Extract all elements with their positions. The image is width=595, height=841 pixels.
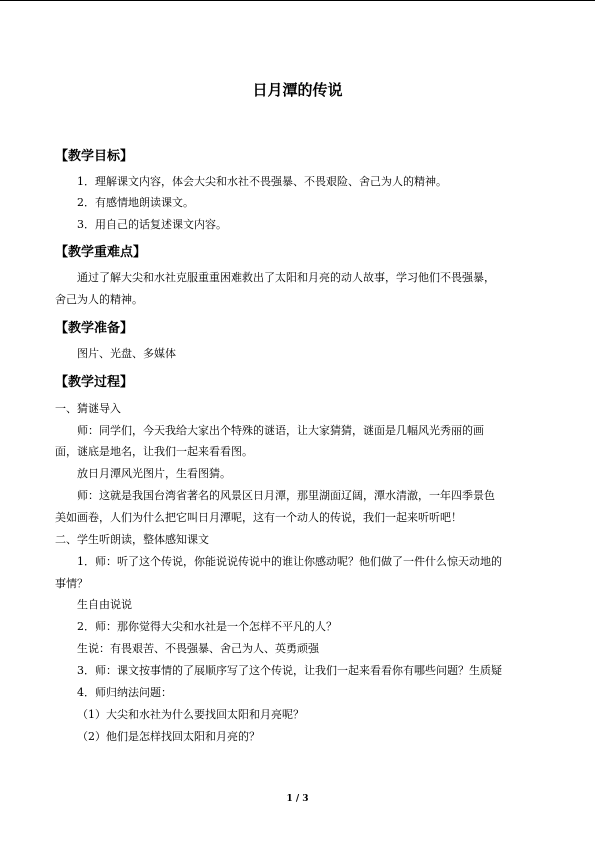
process-line: 1．师：听了这个传说，你能说说传说中的谁让你感动呢？他们做了一件什么惊天动地的 <box>77 555 502 568</box>
section-heading-process: 【教学过程】 <box>55 375 134 390</box>
process-line: 放日月潭风光图片，生看图猜。 <box>77 467 231 480</box>
process-line: 面，谜底是地名，让我们一起来看看图。 <box>55 445 253 458</box>
key-points-line: 舍己为人的精神。 <box>55 293 143 306</box>
key-points-line: 通过了解大尖和水社克服重重困难救出了太阳和月亮的动人故事，学习他们不畏强暴， <box>77 271 495 284</box>
process-line: （1）大尖和水社为什么要找回太阳和月亮呢？ <box>77 708 304 721</box>
section-heading-key-points: 【教学重难点】 <box>55 245 147 260</box>
process-line: 2．师：那你觉得大尖和水社是一个怎样不平凡的人？ <box>77 620 337 633</box>
process-line: 一、猜谜导入 <box>55 402 121 415</box>
process-line: 师：同学们，今天我给大家出个特殊的谜语，让大家猜猜，谜面是几幅风光秀丽的画 <box>77 424 484 437</box>
goal-item: 1．理解课文内容，体会大尖和水社不畏强暴、不畏艰险、舍己为人的精神。 <box>77 175 447 188</box>
top-border-rule <box>0 0 595 1</box>
goal-item: 2．有感情地朗读课文。 <box>77 196 194 209</box>
process-line: 3．师：课文按事情的了展顺序写了这个传说，让我们一起来看看你有哪些问题？生质疑 <box>77 664 502 677</box>
process-line: 事情？ <box>55 577 88 590</box>
process-line: 4．师归纳法问题： <box>77 686 172 699</box>
process-line: 师：这就是我国台湾省著名的风景区日月潭，那里湖面辽阔，潭水清澈，一年四季景色 <box>77 489 495 502</box>
process-line: 生说：有畏艰苦、不畏强暴、舍己为人、英勇顽强 <box>77 642 319 655</box>
process-line: 生自由说说 <box>77 598 132 611</box>
section-heading-goals: 【教学目标】 <box>55 149 134 164</box>
page-number: 1 / 3 <box>286 794 309 804</box>
goal-item: 3．用自己的话复述课文内容。 <box>77 218 227 231</box>
section-heading-preparation: 【教学准备】 <box>55 321 134 336</box>
preparation-text: 图片、光盘、多媒体 <box>77 347 176 360</box>
page-title: 日月潭的传说 <box>252 81 343 99</box>
process-line: （2）他们是怎样找回太阳和月亮的？ <box>77 730 260 743</box>
process-line: 美如画卷，人们为什么把它叫日月潭呢，这有一个动人的传说，我们一起来听听吧！ <box>55 511 462 524</box>
process-line: 二、学生听朗读，整体感知课文 <box>55 533 209 546</box>
